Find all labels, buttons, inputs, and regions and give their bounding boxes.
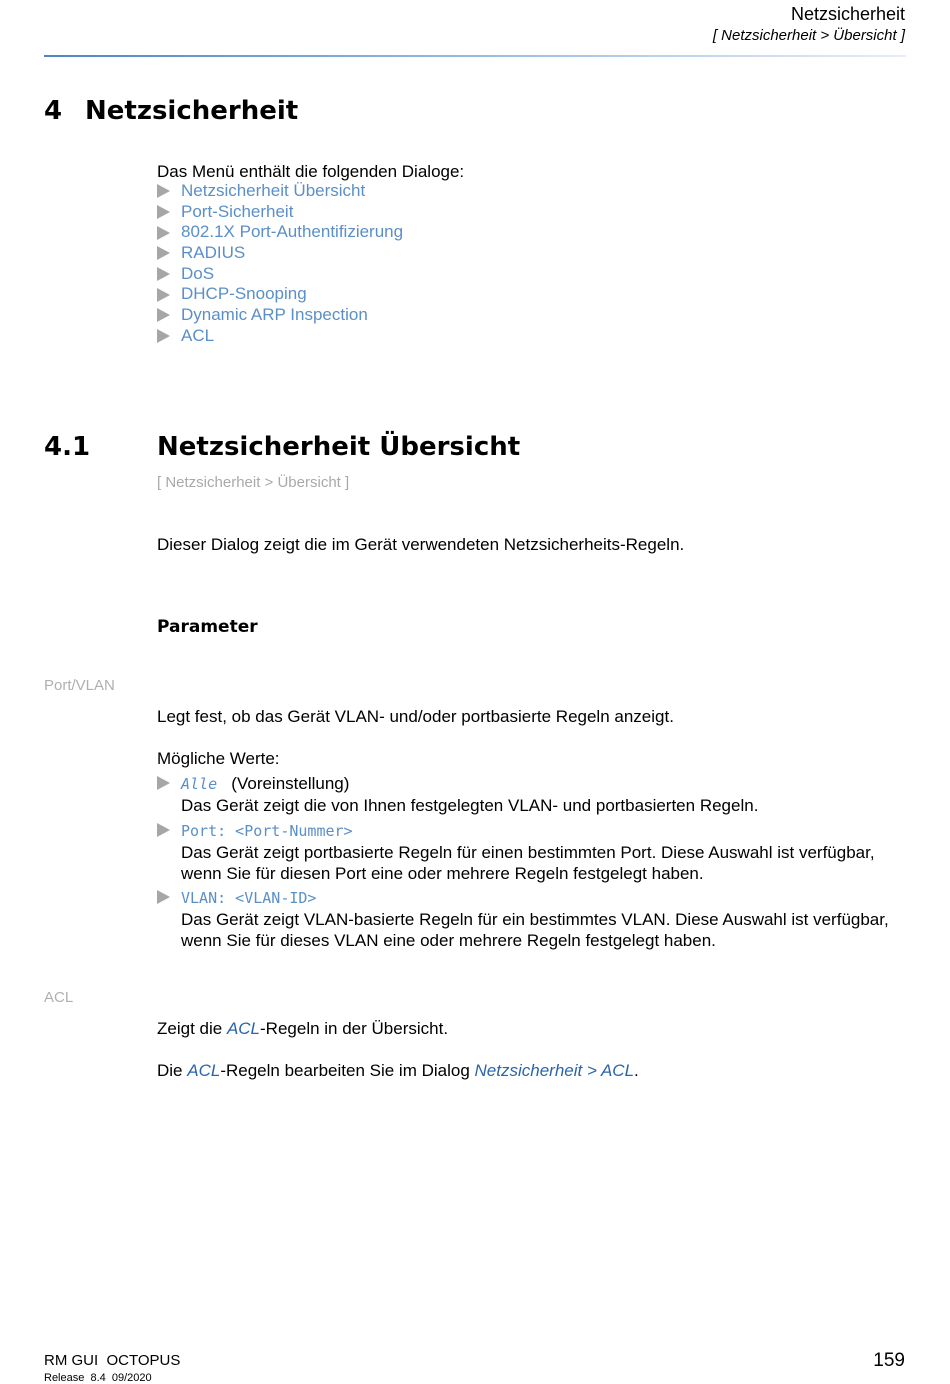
chapter-number: 4 xyxy=(44,96,63,126)
list-item[interactable] xyxy=(157,202,403,223)
section-heading xyxy=(44,432,520,462)
acl-link[interactable]: ACL xyxy=(187,1061,221,1080)
triangle-bullet-icon xyxy=(157,267,170,281)
acl-text: -Regeln bearbeiten Sie im Dialog xyxy=(220,1061,475,1080)
acl-text: Die xyxy=(157,1061,188,1080)
value-item-port xyxy=(157,820,907,884)
acl-line-2 xyxy=(157,1060,639,1081)
value-suffix: (Voreinstellung) xyxy=(231,774,350,793)
triangle-bullet-icon xyxy=(157,246,170,260)
value-code: VLAN: <VLAN-ID> xyxy=(181,889,317,907)
section-number: 4.1 xyxy=(44,432,91,462)
list-item[interactable] xyxy=(157,181,403,202)
value-explanation: Das Gerät zeigt die von Ihnen festgelegten VLAN- und portbasierten Regeln. xyxy=(181,796,759,815)
param-label-acl: ACL xyxy=(44,989,74,1006)
value-item-vlan xyxy=(157,887,907,951)
section-path: [ Netzsicherheit > Übersicht ] xyxy=(157,474,350,491)
acl-text: -Regeln in der Übersicht. xyxy=(260,1019,449,1038)
triangle-bullet-icon xyxy=(157,890,170,904)
value-code: Alle xyxy=(181,775,218,793)
list-item[interactable] xyxy=(157,264,403,285)
dialog-link[interactable]: Dynamic ARP Inspection xyxy=(181,305,368,325)
page-number: 159 xyxy=(873,1350,905,1371)
param-label-port-vlan: Port/VLAN xyxy=(44,677,115,694)
footer-document-name: RM GUI OCTOPUS xyxy=(44,1352,181,1369)
list-item[interactable] xyxy=(157,284,403,305)
acl-link[interactable]: ACL xyxy=(226,1019,261,1038)
value-text-block xyxy=(181,887,907,951)
values-heading: Mögliche Werte: xyxy=(157,749,280,768)
triangle-bullet-icon xyxy=(157,184,170,198)
dialog-link[interactable]: Port-Sicherheit xyxy=(181,201,294,221)
triangle-bullet-icon xyxy=(157,329,170,343)
list-item[interactable] xyxy=(157,222,403,243)
chapter-heading xyxy=(44,96,298,126)
list-item[interactable] xyxy=(157,243,403,264)
value-code: Port: <Port-Nummer> xyxy=(181,822,353,840)
dialog-link[interactable]: RADIUS xyxy=(181,243,246,263)
triangle-bullet-icon xyxy=(157,226,170,240)
acl-text: . xyxy=(634,1061,639,1080)
list-item[interactable] xyxy=(157,326,403,347)
running-header-breadcrumb: [ Netzsicherheit > Übersicht ] xyxy=(712,27,905,44)
parameter-heading: Parameter xyxy=(157,617,258,637)
dialog-link[interactable]: ACL xyxy=(181,325,215,345)
param-description: Legt fest, ob das Gerät VLAN- und/oder portbasierte Regeln anzeigt. xyxy=(157,707,674,726)
section-description: Dieser Dialog zeigt die im Gerät verwendeten Netzsicherheits-Regeln. xyxy=(157,535,685,554)
value-text-block xyxy=(181,773,758,816)
footer-release: Release 8.4 09/2020 xyxy=(44,1372,152,1384)
acl-dialog-link[interactable]: Netzsicherheit > ACL xyxy=(474,1061,635,1080)
triangle-bullet-icon xyxy=(157,308,170,322)
acl-text: Zeigt die xyxy=(157,1019,227,1038)
dialog-link[interactable]: DHCP-Snooping xyxy=(181,284,307,304)
dialog-link[interactable]: Netzsicherheit Übersicht xyxy=(181,181,366,200)
value-explanation: Das Gerät zeigt VLAN-basierte Regeln für ein bestimmtes VLAN. Diese Auswahl ist verfügbar, wenn Sie für dieses VLAN eine oder mehrere Regeln festgelegt haben. xyxy=(181,910,889,950)
dialog-link[interactable]: DoS xyxy=(181,263,215,283)
chapter-intro: Das Menü enthält die folgenden Dialoge: xyxy=(157,162,465,181)
header-divider xyxy=(44,55,906,57)
dialog-link[interactable]: 802.1X Port-Authentifizierung xyxy=(181,222,404,242)
dialog-list xyxy=(157,181,403,347)
list-item[interactable] xyxy=(157,305,403,326)
value-item-alle xyxy=(157,773,907,816)
chapter-title: Netzsicherheit xyxy=(85,96,299,126)
running-header-title: Netzsicherheit xyxy=(790,4,905,24)
value-text-block xyxy=(181,820,907,884)
triangle-bullet-icon xyxy=(157,823,170,837)
triangle-bullet-icon xyxy=(157,205,170,219)
section-title: Netzsicherheit Übersicht xyxy=(157,432,521,462)
acl-line-1 xyxy=(157,1018,448,1039)
triangle-bullet-icon xyxy=(157,776,170,790)
value-explanation: Das Gerät zeigt portbasierte Regeln für einen bestimmten Port. Diese Auswahl ist verfügbar, wenn Sie für diesen Port eine oder mehrere Regeln festgelegt haben. xyxy=(181,843,875,883)
triangle-bullet-icon xyxy=(157,288,170,302)
